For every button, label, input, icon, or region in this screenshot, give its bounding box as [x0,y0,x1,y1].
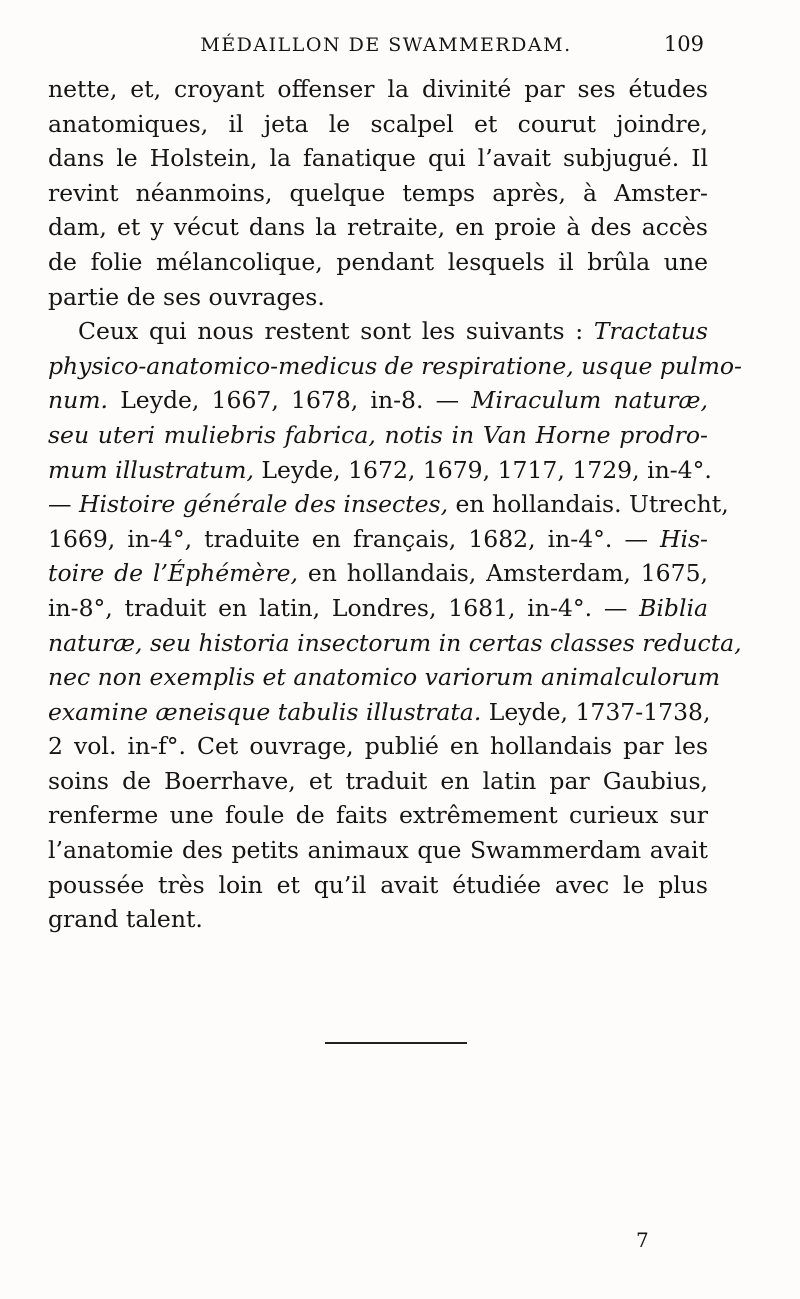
paragraph [48,314,742,937]
text-line [48,729,708,764]
text-segment: partie de ses ouvrages. [48,282,325,311]
italic-segment: Tractatus [593,317,708,346]
italic-segment: nec non exemplis et anatomico variorum animalculorum [48,663,721,692]
text-segment: renferme une foule de faits extrêmement curieux sur [48,801,708,830]
section-divider-rule [325,1042,467,1044]
text-line [48,487,729,522]
text-line [48,902,708,937]
text-segment: revint néanmoins, quelque temps après, à Amster- [48,178,708,207]
text-line [48,383,708,418]
page-number: 109 [663,32,704,56]
italic-segment: toire de l’Éphémère, [48,559,298,588]
text-segment: Ceux qui nous restent sont les suivants : [78,317,594,346]
text-segment: Leyde, 1737-1738, [481,697,711,726]
text-segment: grand talent. [48,905,203,934]
text-line [48,72,708,107]
text-line [48,141,708,176]
text-segment: 2 vol. in-f°. Cet ouvrage, publié en hollandais par les [48,732,708,761]
text-line [48,176,708,211]
text-line [48,349,742,384]
text-line [48,245,708,280]
italic-segment: physico-anatomico-medicus de respiratione, usque pulmo- [48,351,742,380]
text-line [48,868,708,903]
italic-segment: num. [48,386,109,415]
paragraph [48,72,708,314]
text-segment: de folie mélancolique, pendant lesquels il brûla une [48,247,708,276]
italic-segment: Histoire générale des insectes, [78,490,449,519]
text-segment: en hollandais, Amsterdam, 1675, [297,559,708,588]
text-segment: en hollandais. Utrecht, [448,490,729,519]
running-title: MÉDAILLON DE SWAMMERDAM. [200,34,572,56]
text-line [48,626,742,661]
body-text [48,72,742,937]
text-segment: anatomiques, il jeta le scalpel et courut joindre, [48,109,708,138]
text-line [48,418,708,453]
text-line [48,660,721,695]
text-line [48,453,712,488]
italic-segment: mum illustratum, [48,455,254,484]
text-line [48,556,708,591]
text-segment: poussée très loin et qu’il avait étudiée avec le plus [48,870,708,899]
text-segment: in-8°, traduit en latin, Londres, 1681, in-4°. — [48,593,640,622]
italic-segment: Biblia [639,593,708,622]
text-segment: Leyde, 1672, 1679, 1717, 1729, in-4°. [253,455,712,484]
text-segment: nette, et, croyant offenser la divinité par ses études [48,75,708,103]
text-line [48,280,708,315]
text-line [48,314,708,349]
text-segment: Leyde, 1667, 1678, in-8. — [108,386,472,415]
italic-segment: seu uteri muliebris fabrica, notis in Van Horne prodro- [48,420,708,449]
text-line [48,591,708,626]
text-line [48,764,708,799]
italic-segment: examine æneisque tabulis illustrata. [48,697,482,726]
italic-segment: Miraculum naturæ, [471,386,708,415]
italic-segment: His- [659,524,708,553]
text-segment: dans le Holstein, la fanatique qui l’avait subjugué. Il [48,144,708,173]
text-segment: 1669, in-4°, traduite en français, 1682, in-4°. — [48,524,660,553]
text-segment: soins de Boerrhave, et traduit en latin par Gaubius, [48,766,708,795]
text-segment: — [48,490,79,519]
text-line [48,107,708,142]
running-head [46,30,706,60]
text-line [48,798,708,833]
italic-segment: naturæ, seu historia insectorum in certas classes reducta, [48,628,742,657]
signature-mark: 7 [636,1228,649,1252]
text-segment: l’anatomie des petits animaux que Swammerdam avait [48,836,708,865]
text-segment: dam, et y vécut dans la retraite, en proie à des accès [48,213,708,242]
text-line [48,695,711,730]
text-line [48,210,708,245]
text-line [48,833,708,868]
text-line [48,522,708,557]
